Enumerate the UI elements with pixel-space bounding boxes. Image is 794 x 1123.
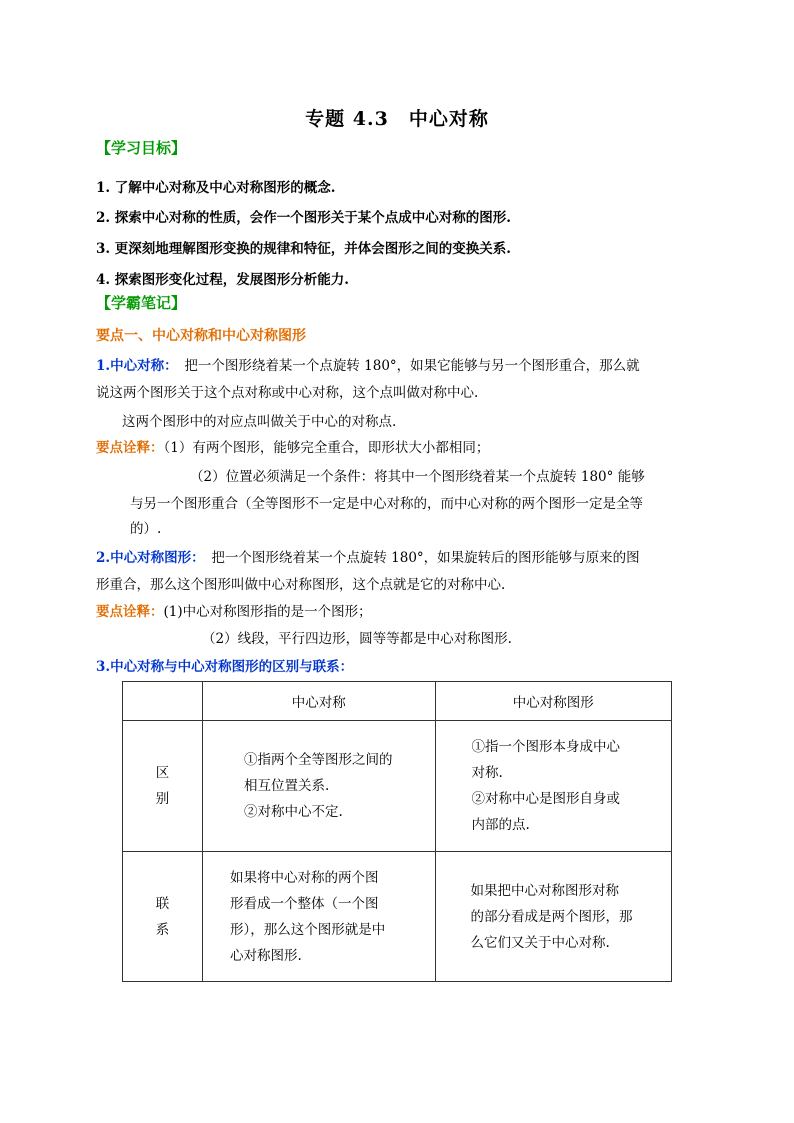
objectives-heading: 【学习目标】 bbox=[96, 139, 187, 157]
objective-item: 1. 了解中心对称及中心对称图形的概念. bbox=[96, 180, 336, 196]
point1-heading: 要点一、中心对称和中心对称图形 bbox=[96, 328, 306, 344]
row-label-char: 区 bbox=[155, 765, 170, 781]
table-cell bbox=[203, 852, 435, 982]
note1-label: 要点诠释： bbox=[96, 440, 164, 456]
table-cell bbox=[435, 721, 671, 852]
note1-line1: 要点诠释：（1）有两个图形，能够完全重合，即形状大小都相同； bbox=[96, 440, 490, 456]
table-cell bbox=[203, 721, 435, 852]
row-label-char: 系 bbox=[155, 921, 170, 938]
cell-line: ②对称中心不定. bbox=[244, 804, 343, 820]
table-header-cell: 中心对称图形 bbox=[435, 682, 671, 721]
note2-label: 要点诠释： bbox=[96, 604, 164, 620]
cell-line: 对称. bbox=[471, 765, 503, 781]
cell-line: 如果把中心对称图形对称 bbox=[470, 882, 620, 899]
def1-line3: 这两个图形中的对应点叫做关于中心的对称点. bbox=[122, 414, 397, 430]
def1-line2: 说这两个图形关于这个点对称或中心对称，这个点叫做对称中心. bbox=[96, 385, 479, 401]
note1-line2: （2）位置必须满足一个条件：将其中一个图形绕着某一个点旋转 180° 能够 bbox=[190, 469, 645, 485]
cell-line: 内部的点. bbox=[471, 817, 530, 833]
comparison-table bbox=[122, 681, 672, 982]
objective-item: 4. 探索图形变化过程，发展图形分析能力. bbox=[96, 272, 349, 288]
note2-line1: 要点诠释：(1)中心对称图形指的是一个图形； bbox=[96, 604, 372, 620]
table-header-row bbox=[123, 682, 672, 721]
cell-line: 形看成一个整体（一个图 bbox=[230, 895, 379, 912]
cell-line: ①指两个全等图形之间的 bbox=[244, 752, 393, 768]
cell-line: 如果将中心对称的两个图 bbox=[230, 869, 379, 886]
cell-line: ②对称中心是图形自身或 bbox=[471, 791, 621, 807]
cell-line: 的部分看成是两个图形，那 bbox=[470, 908, 633, 925]
def1-line1: 1.中心对称： 把一个图形绕着某一个点旋转 180°，如果它能够与另一个图形重合，那么就 bbox=[96, 358, 640, 374]
note2-line2: （2）线段，平行四边形，圆等等都是中心对称图形. bbox=[202, 631, 512, 647]
def2-label: 2.中心对称图形： bbox=[96, 550, 198, 566]
note1-line4: 的）. bbox=[130, 521, 162, 537]
row-label-char: 联 bbox=[155, 895, 170, 912]
def3-label: 3.中心对称与中心对称图形的区别与联系： bbox=[96, 659, 354, 675]
objective-item: 3. 更深刻地理解图形变换的规律和特征，并体会图形之间的变换关系. bbox=[96, 241, 511, 257]
cell-line: 么它们又关于中心对称. bbox=[470, 934, 610, 951]
page-title: 专题 4.3 中心对称 bbox=[305, 108, 489, 130]
cell-line: 形），那么这个图形就是中 bbox=[230, 921, 386, 938]
def2-line2: 形重合，那么这个图形叫做中心对称图形，这个点就是它的对称中心. bbox=[96, 577, 506, 593]
cell-line: ①指一个图形本身成中心 bbox=[471, 739, 621, 755]
row-label-cell bbox=[123, 852, 203, 982]
table-row bbox=[123, 852, 672, 982]
row-label-cell bbox=[123, 721, 203, 852]
note1-line3: 与另一个图形重合（全等图形不一定是中心对称的，而中心对称的两个图形一定是全等 bbox=[130, 496, 643, 512]
table-header-cell bbox=[123, 682, 203, 721]
def2-line1: 2.中心对称图形： 把一个图形绕着某一个点旋转 180°，如果旋转后的图形能够与原来的图 bbox=[96, 550, 640, 566]
table-cell bbox=[435, 852, 671, 982]
row-label-char: 别 bbox=[155, 791, 170, 807]
table-header-cell: 中心对称 bbox=[203, 682, 435, 721]
def1-label: 1.中心对称： bbox=[96, 358, 171, 374]
table-row bbox=[123, 721, 672, 852]
notes-heading: 【学霸笔记】 bbox=[96, 294, 187, 312]
cell-line: 相互位置关系. bbox=[244, 778, 330, 794]
cell-line: 心对称图形. bbox=[230, 947, 302, 964]
objective-item: 2. 探索中心对称的性质，会作一个图形关于某个点成中心对称的图形. bbox=[96, 210, 511, 226]
